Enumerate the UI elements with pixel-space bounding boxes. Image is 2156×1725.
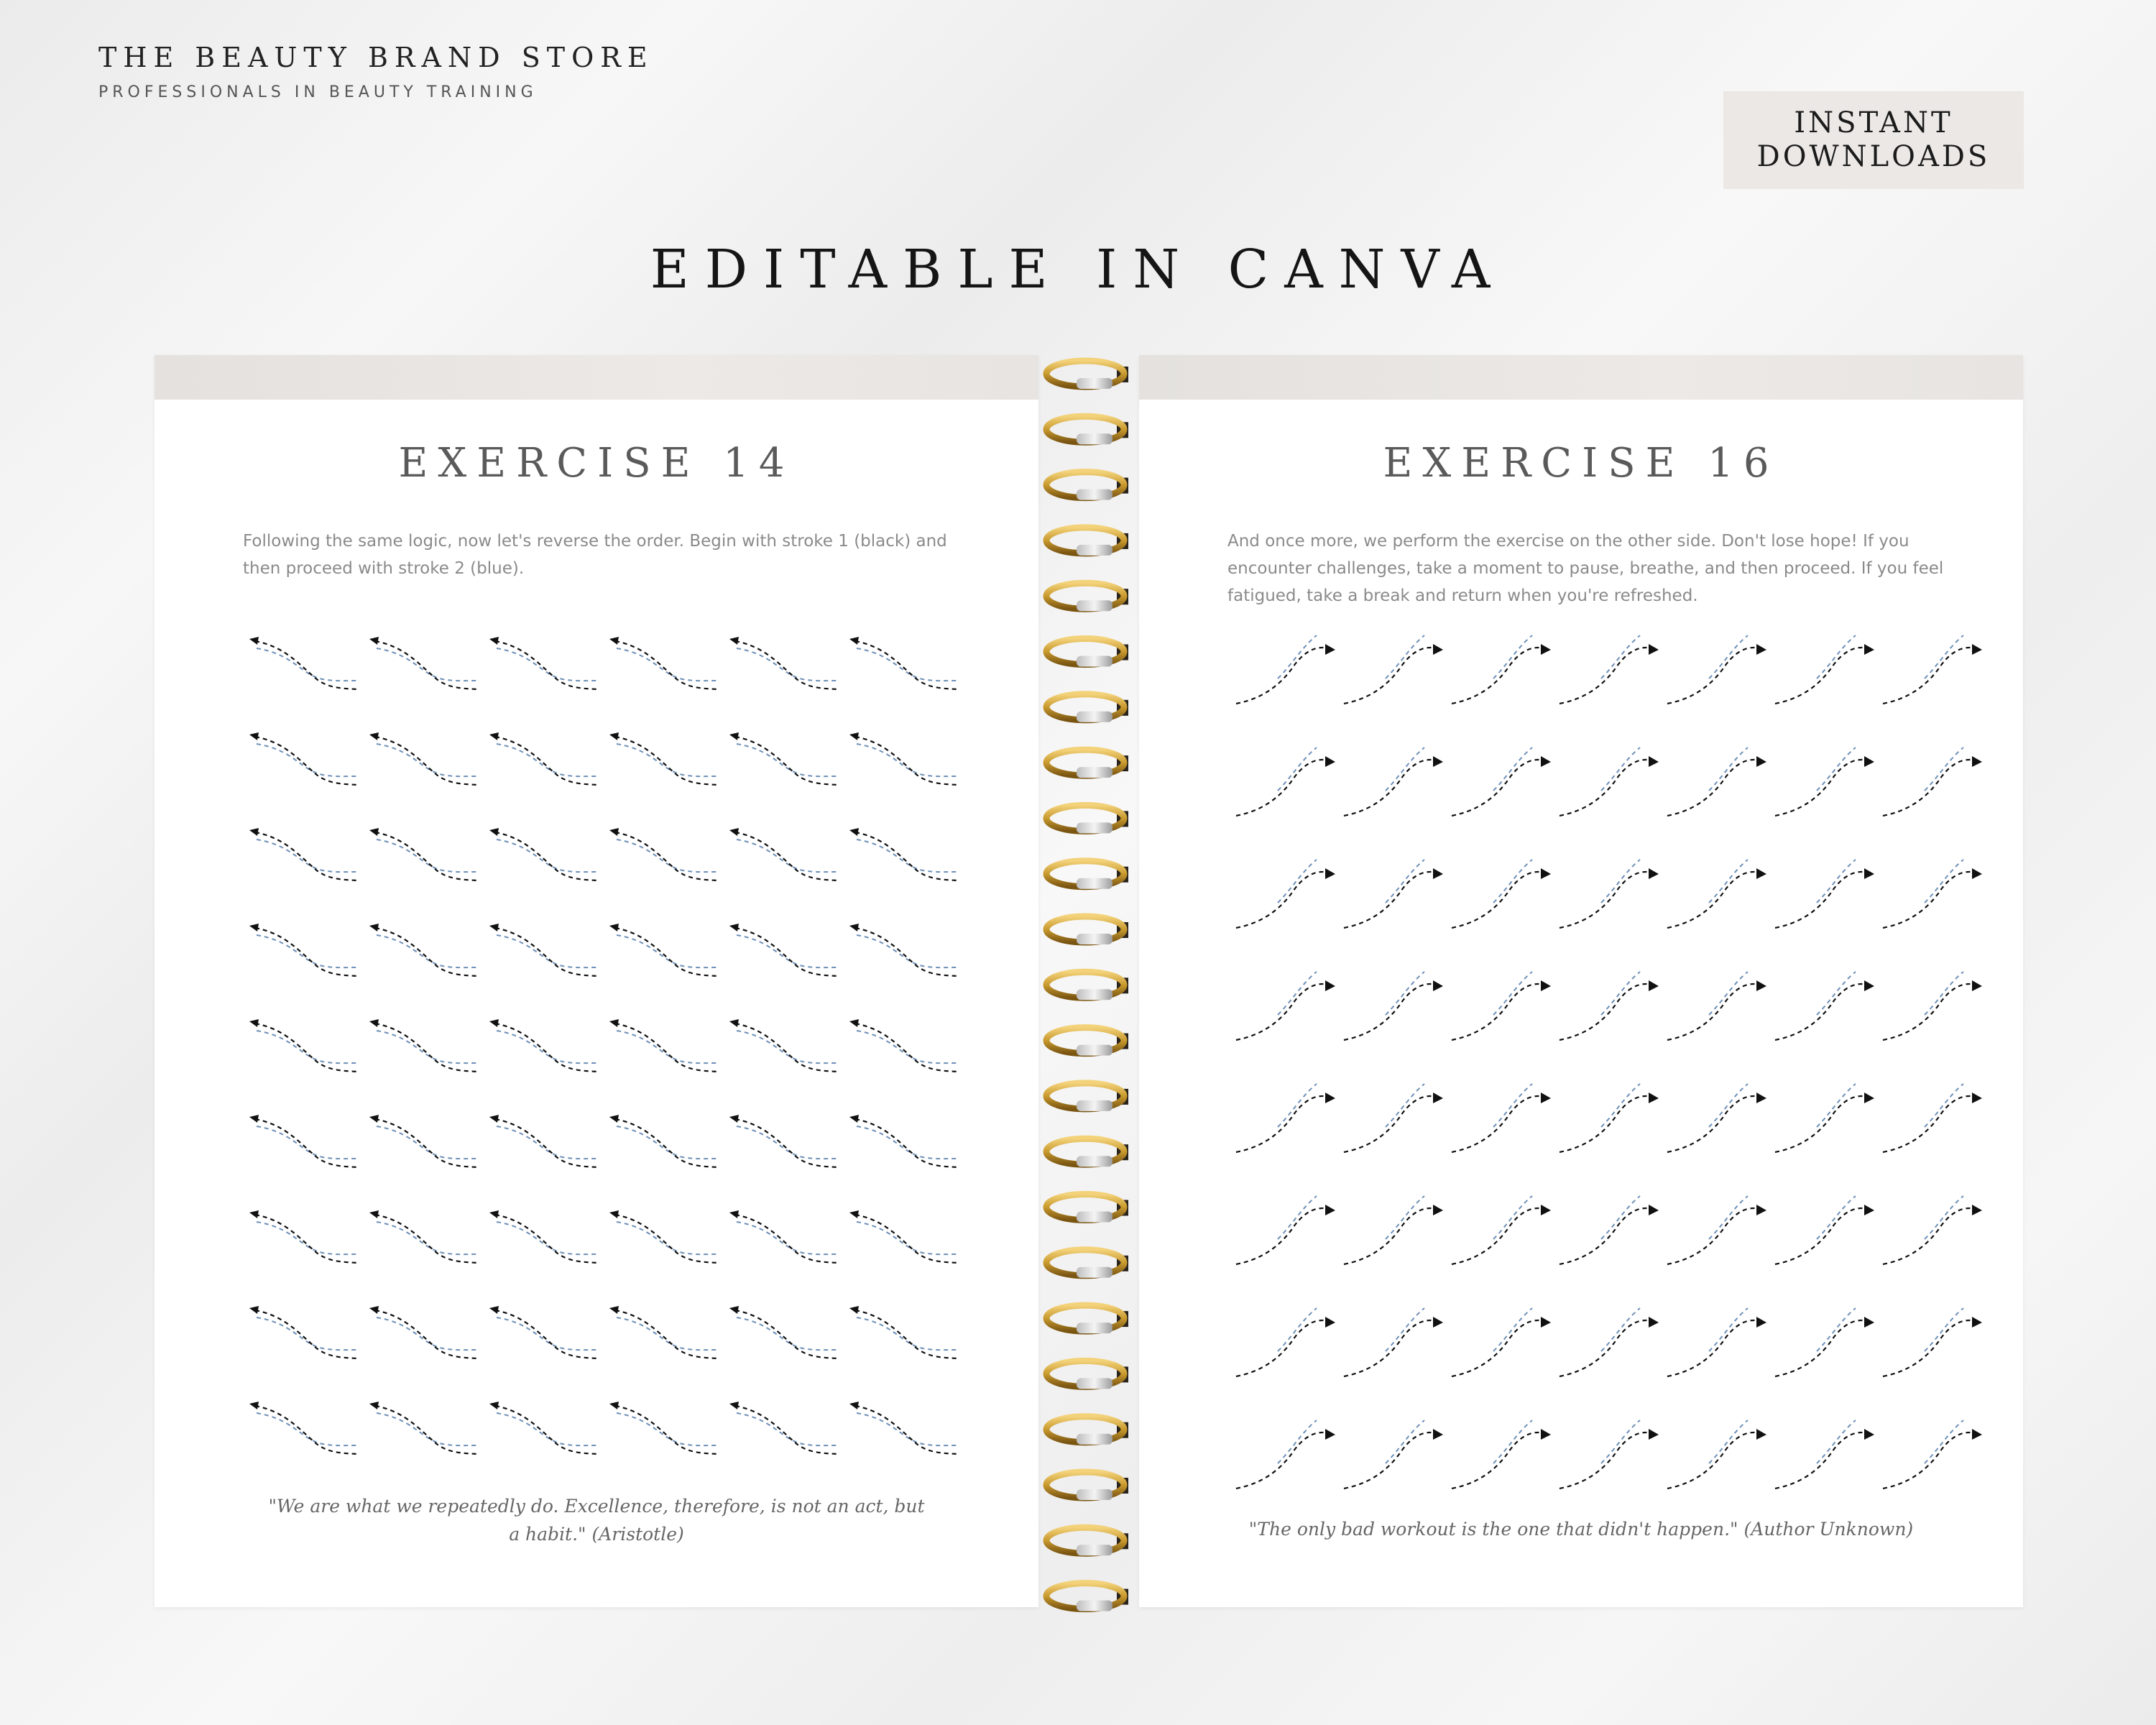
arrowhead-icon — [729, 924, 739, 932]
stroke-pair — [609, 1306, 719, 1358]
arrowhead-icon — [249, 732, 259, 740]
stroke-pair — [1560, 635, 1659, 704]
arrowhead-icon — [1649, 1092, 1659, 1103]
spiral-ring — [1046, 1250, 1128, 1278]
arrowhead-icon — [849, 1402, 859, 1409]
spiral-ring — [1046, 1472, 1128, 1500]
stroke-pair — [1667, 1420, 1766, 1489]
arrowhead-icon — [369, 732, 379, 740]
arrowhead-icon — [1325, 644, 1335, 655]
brand-header — [98, 42, 654, 101]
spiral-ring — [1046, 1361, 1128, 1389]
arrowhead-icon — [1325, 980, 1335, 991]
arrowhead-icon — [609, 1402, 619, 1409]
arrowhead-icon — [1649, 1317, 1659, 1328]
arrowhead-icon — [1433, 756, 1443, 767]
stroke-pair — [1236, 1420, 1335, 1489]
stroke-pair — [1452, 972, 1551, 1040]
stroke-pair — [249, 1210, 359, 1263]
stroke-pair — [1344, 1308, 1443, 1376]
arrowhead-icon — [1649, 644, 1659, 655]
arrowhead-icon — [369, 637, 379, 645]
arrowhead-icon — [849, 732, 859, 740]
stroke-pair — [1452, 1420, 1551, 1489]
arrowhead-icon — [729, 828, 739, 836]
arrowhead-icon — [1864, 1205, 1874, 1215]
arrowhead-icon — [1756, 756, 1766, 767]
stroke-pair — [1452, 1084, 1551, 1152]
stroke-pair — [249, 637, 359, 689]
arrowhead-icon — [609, 1115, 619, 1123]
arrowhead-icon — [1433, 1429, 1443, 1440]
stroke-pair — [1236, 860, 1335, 928]
stroke-pair — [1344, 860, 1443, 928]
stroke-pair — [249, 1306, 359, 1358]
stroke-pair — [1560, 1308, 1659, 1376]
arrowhead-icon — [1541, 1205, 1551, 1215]
stroke-pair — [849, 732, 959, 785]
stroke-pair — [249, 828, 359, 880]
arrowhead-icon — [1756, 868, 1766, 879]
stroke-pair — [609, 1019, 719, 1072]
arrowhead-icon — [609, 924, 619, 932]
spiral-ring — [1046, 639, 1128, 667]
stroke-pair — [1883, 1196, 1982, 1264]
arrowhead-icon — [249, 1019, 259, 1027]
stroke-pair — [1775, 1308, 1874, 1376]
spiral-ring — [1046, 583, 1128, 611]
stroke-pair — [1236, 1084, 1335, 1152]
arrowhead-icon — [849, 924, 859, 932]
stroke-pair — [729, 1306, 839, 1358]
stroke-pair — [609, 924, 719, 976]
arrowhead-icon — [489, 732, 499, 740]
stroke-pair — [1775, 635, 1874, 704]
stroke-pair — [249, 924, 359, 976]
spiral-ring — [1046, 805, 1128, 833]
stroke-pair — [1452, 635, 1551, 704]
arrowhead-icon — [1649, 756, 1659, 767]
arrowhead-icon — [249, 1402, 259, 1409]
stroke-pair — [849, 828, 959, 880]
arrowhead-icon — [609, 828, 619, 836]
stroke-pair — [1775, 748, 1874, 816]
stroke-pair — [729, 1210, 839, 1263]
arrowhead-icon — [849, 637, 859, 645]
stroke-pair — [369, 1210, 479, 1263]
stroke-pair — [1344, 972, 1443, 1040]
arrowhead-icon — [249, 924, 259, 932]
arrowhead-icon — [369, 828, 379, 836]
arrowhead-icon — [1325, 1317, 1335, 1328]
arrowhead-icon — [849, 1019, 859, 1027]
stroke-pair — [1775, 972, 1874, 1040]
instant-downloads-badge: INSTANT DOWNLOADS — [1723, 91, 2024, 189]
stroke-pair — [489, 1210, 599, 1263]
arrowhead-icon — [609, 732, 619, 740]
stroke-pair — [849, 1115, 959, 1167]
right-stroke-grid — [1139, 355, 2023, 1607]
stroke-pair — [849, 924, 959, 976]
arrowhead-icon — [1864, 980, 1874, 991]
stroke-pair — [369, 1115, 479, 1167]
stroke-pair — [489, 1306, 599, 1358]
stroke-pair — [1236, 972, 1335, 1040]
right-instructions: And once more, we perform the exercise on the other side. Don't lose hope! If you encounter challenges, take a moment to pause, breathe, and then proceed. If you feel fatigued, take a break and return when you're refreshed. — [1227, 532, 1944, 605]
arrowhead-icon — [729, 1115, 739, 1123]
stroke-pair — [609, 828, 719, 880]
spiral-ring — [1046, 750, 1128, 778]
spiral-ring — [1046, 528, 1128, 556]
right-exercise-title: EXERCISE 16 — [1383, 440, 1779, 487]
arrowhead-icon — [249, 1115, 259, 1123]
right-quote: "The only bad workout is the one that didn't happen." (Author Unknown) — [1248, 1519, 1914, 1540]
stroke-pair — [1452, 748, 1551, 816]
spiral-ring — [1046, 361, 1128, 389]
stroke-pair — [1344, 1420, 1443, 1489]
stroke-pair — [1667, 1196, 1766, 1264]
stroke-pair — [729, 637, 839, 689]
arrowhead-icon — [729, 1402, 739, 1409]
stroke-pair — [849, 1402, 959, 1454]
arrowhead-icon — [489, 1115, 499, 1123]
left-stroke-grid — [155, 355, 1038, 1607]
stroke-pair — [1775, 1420, 1874, 1489]
stroke-pair — [1667, 635, 1766, 704]
stroke-pair — [729, 828, 839, 880]
stroke-pair — [1560, 1420, 1659, 1489]
stroke-pair — [1560, 1196, 1659, 1264]
stroke-pair — [1452, 1308, 1551, 1376]
arrowhead-icon — [1649, 980, 1659, 991]
stroke-pair — [369, 732, 479, 785]
stroke-pair — [729, 1115, 839, 1167]
stroke-pair — [1236, 1196, 1335, 1264]
stroke-pair — [369, 1019, 479, 1072]
spiral-ring — [1046, 916, 1128, 944]
arrowhead-icon — [1864, 868, 1874, 879]
right-page — [1139, 355, 2023, 1607]
arrowhead-icon — [609, 1210, 619, 1218]
arrowhead-icon — [1972, 1092, 1982, 1103]
arrowhead-icon — [1756, 1092, 1766, 1103]
arrowhead-icon — [489, 1210, 499, 1218]
arrowhead-icon — [729, 1210, 739, 1218]
spiral-ring — [1046, 1195, 1128, 1223]
stroke-pair — [849, 1019, 959, 1072]
arrowhead-icon — [369, 1210, 379, 1218]
arrowhead-icon — [489, 1306, 499, 1314]
arrowhead-icon — [489, 1019, 499, 1027]
arrowhead-icon — [1541, 980, 1551, 991]
stroke-pair — [609, 1115, 719, 1167]
spiral-ring — [1046, 1527, 1128, 1555]
left-exercise-title: EXERCISE 14 — [398, 440, 795, 487]
spiral-binding-icon — [1042, 355, 1139, 1613]
stroke-pair — [609, 732, 719, 785]
arrowhead-icon — [1649, 1205, 1659, 1215]
arrowhead-icon — [489, 637, 499, 645]
stroke-pair — [1560, 860, 1659, 928]
arrowhead-icon — [609, 1019, 619, 1027]
left-page — [155, 355, 1038, 1607]
arrowhead-icon — [1325, 1205, 1335, 1215]
stroke-pair — [1667, 1308, 1766, 1376]
arrowhead-icon — [1756, 1205, 1766, 1215]
stroke-pair — [1883, 1308, 1982, 1376]
stroke-pair — [489, 1019, 599, 1072]
arrowhead-icon — [1972, 980, 1982, 991]
stroke-pair — [249, 1402, 359, 1454]
stroke-pair — [1883, 860, 1982, 928]
stroke-pair — [609, 637, 719, 689]
stroke-pair — [1667, 972, 1766, 1040]
arrowhead-icon — [1972, 1205, 1982, 1215]
arrowhead-icon — [1756, 1429, 1766, 1440]
arrowhead-icon — [1756, 980, 1766, 991]
arrowhead-icon — [1541, 1317, 1551, 1328]
arrowhead-icon — [1433, 1092, 1443, 1103]
spiral-ring — [1046, 1138, 1128, 1167]
stroke-pair — [849, 637, 959, 689]
arrowhead-icon — [1325, 756, 1335, 767]
spiral-ring — [1046, 1305, 1128, 1333]
arrowhead-icon — [1972, 868, 1982, 879]
arrowhead-icon — [489, 924, 499, 932]
arrowhead-icon — [249, 1210, 259, 1218]
brand-name: THE BEAUTY BRAND STORE — [98, 42, 654, 73]
stroke-pair — [1236, 635, 1335, 704]
arrowhead-icon — [1972, 1317, 1982, 1328]
stroke-pair — [1667, 860, 1766, 928]
stroke-pair — [1667, 1084, 1766, 1152]
stroke-pair — [1344, 1196, 1443, 1264]
stroke-pair — [1883, 972, 1982, 1040]
arrowhead-icon — [849, 1306, 859, 1314]
spiral-ring — [1046, 472, 1128, 500]
stroke-pair — [1344, 1084, 1443, 1152]
stroke-pair — [489, 924, 599, 976]
arrowhead-icon — [249, 828, 259, 836]
arrowhead-icon — [489, 828, 499, 836]
arrowhead-icon — [1433, 980, 1443, 991]
arrowhead-icon — [1864, 1429, 1874, 1440]
arrowhead-icon — [369, 924, 379, 932]
arrowhead-icon — [369, 1306, 379, 1314]
stroke-pair — [369, 637, 479, 689]
arrowhead-icon — [1541, 1429, 1551, 1440]
stroke-pair — [1883, 1420, 1982, 1489]
arrowhead-icon — [369, 1402, 379, 1409]
stroke-pair — [369, 1402, 479, 1454]
spiral-ring — [1046, 861, 1128, 889]
spiral-ring — [1046, 1028, 1128, 1056]
stroke-pair — [849, 1306, 959, 1358]
stroke-pair — [729, 732, 839, 785]
arrowhead-icon — [1541, 644, 1551, 655]
arrowhead-icon — [1325, 1429, 1335, 1440]
arrowhead-icon — [729, 1306, 739, 1314]
arrowhead-icon — [1864, 644, 1874, 655]
arrowhead-icon — [729, 637, 739, 645]
left-instructions: Following the same logic, now let's reverse the order. Begin with stroke 1 (black) and then proceed with stroke 2 (blue). — [243, 532, 947, 578]
arrowhead-icon — [489, 1402, 499, 1409]
stroke-pair — [489, 1402, 599, 1454]
arrowhead-icon — [849, 1115, 859, 1123]
spiral-ring — [1046, 694, 1128, 722]
stroke-pair — [1667, 748, 1766, 816]
spiral-ring — [1046, 1583, 1128, 1611]
stroke-pair — [369, 1306, 479, 1358]
stroke-pair — [1560, 748, 1659, 816]
spiral-ring — [1046, 1083, 1128, 1111]
arrowhead-icon — [1433, 868, 1443, 879]
arrowhead-icon — [1649, 868, 1659, 879]
arrowhead-icon — [1433, 644, 1443, 655]
arrowhead-icon — [1433, 1205, 1443, 1215]
arrowhead-icon — [1864, 1092, 1874, 1103]
arrowhead-icon — [1649, 1429, 1659, 1440]
arrowhead-icon — [729, 732, 739, 740]
stroke-pair — [729, 924, 839, 976]
arrowhead-icon — [369, 1019, 379, 1027]
stroke-pair — [489, 732, 599, 785]
stroke-pair — [609, 1402, 719, 1454]
stroke-pair — [1560, 1084, 1659, 1152]
stroke-pair — [489, 1115, 599, 1167]
arrowhead-icon — [1972, 1429, 1982, 1440]
arrowhead-icon — [1864, 1317, 1874, 1328]
stroke-pair — [249, 1019, 359, 1072]
arrowhead-icon — [369, 1115, 379, 1123]
stroke-pair — [1452, 860, 1551, 928]
stroke-pair — [1883, 1084, 1982, 1152]
headline: EDITABLE IN CANVA — [650, 239, 1506, 300]
arrowhead-icon — [1541, 1092, 1551, 1103]
spiral-ring — [1046, 1417, 1128, 1445]
stroke-pair — [1560, 972, 1659, 1040]
arrowhead-icon — [849, 828, 859, 836]
arrowhead-icon — [1972, 756, 1982, 767]
stroke-pair — [1344, 748, 1443, 816]
arrowhead-icon — [849, 1210, 859, 1218]
stroke-pair — [1452, 1196, 1551, 1264]
arrowhead-icon — [249, 637, 259, 645]
spiral-ring — [1046, 416, 1128, 444]
stroke-pair — [369, 828, 479, 880]
brand-tagline: PROFESSIONALS IN BEAUTY TRAINING — [98, 83, 538, 101]
stroke-pair — [1775, 860, 1874, 928]
arrowhead-icon — [609, 1306, 619, 1314]
stroke-pair — [1775, 1196, 1874, 1264]
stroke-pair — [1236, 1308, 1335, 1376]
arrowhead-icon — [249, 1306, 259, 1314]
stroke-pair — [249, 732, 359, 785]
stroke-pair — [369, 924, 479, 976]
spiral-ring — [1046, 972, 1128, 1000]
arrowhead-icon — [1541, 756, 1551, 767]
arrowhead-icon — [1541, 868, 1551, 879]
stroke-pair — [849, 1210, 959, 1263]
left-quote: "We are what we repeatedly do. Excellence, therefore, is not an act, but a habit." (Aristotle) — [268, 1496, 925, 1545]
stroke-pair — [1236, 748, 1335, 816]
stroke-pair — [1775, 1084, 1874, 1152]
arrowhead-icon — [1756, 644, 1766, 655]
arrowhead-icon — [609, 637, 619, 645]
arrowhead-icon — [1325, 868, 1335, 879]
stroke-pair — [729, 1019, 839, 1072]
stroke-pair — [249, 1115, 359, 1167]
arrowhead-icon — [729, 1019, 739, 1027]
stroke-pair — [1883, 748, 1982, 816]
arrowhead-icon — [1433, 1317, 1443, 1328]
stroke-pair — [609, 1210, 719, 1263]
arrowhead-icon — [1756, 1317, 1766, 1328]
stroke-pair — [1344, 635, 1443, 704]
stroke-pair — [729, 1402, 839, 1454]
arrowhead-icon — [1325, 1092, 1335, 1103]
arrowhead-icon — [1972, 644, 1982, 655]
stroke-pair — [489, 828, 599, 880]
arrowhead-icon — [1864, 756, 1874, 767]
stroke-pair — [1883, 635, 1982, 704]
stroke-pair — [489, 637, 599, 689]
